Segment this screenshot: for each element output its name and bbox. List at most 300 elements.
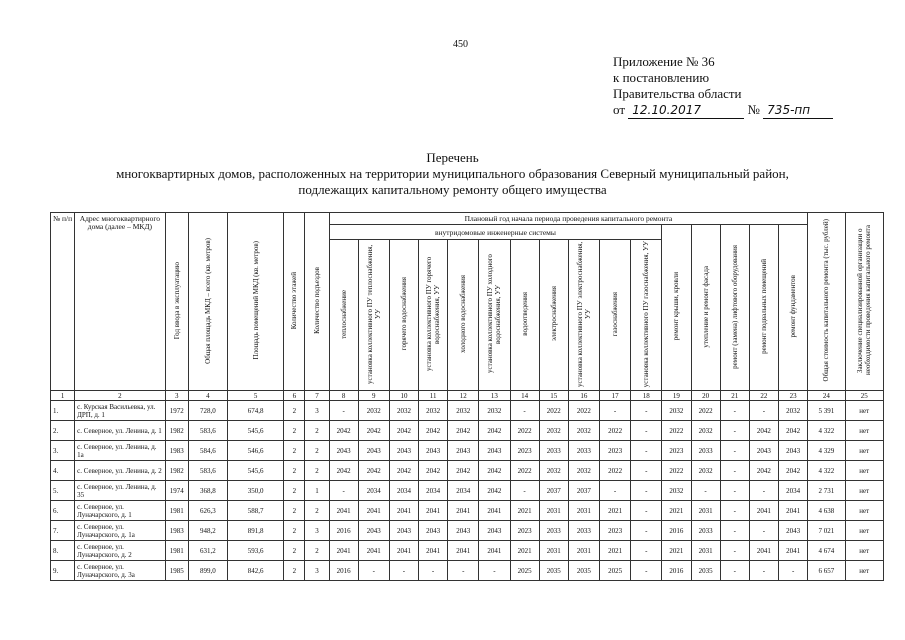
- header-premises-area: Площадь помещений МКД (кв. метров): [227, 213, 283, 391]
- column-number: 15: [539, 391, 568, 401]
- table-cell: 1983: [165, 441, 188, 461]
- table-cell: 1972: [165, 401, 188, 421]
- header-cold-water-meter: установка коллективного ПУ холодного водоснабжения, УУ: [479, 240, 510, 391]
- table-cell: 583,6: [188, 421, 227, 441]
- table-cell: 2022: [568, 401, 599, 421]
- table-cell: 2023: [510, 521, 539, 541]
- table-cell: 2023: [600, 521, 631, 541]
- column-number: 22: [749, 391, 778, 401]
- table-cell: 2025: [600, 561, 631, 581]
- table-cell: 4.: [51, 461, 75, 481]
- table-cell: 2042: [358, 461, 389, 481]
- header-sewerage: водоотведения: [510, 240, 539, 391]
- table-cell: 2032: [539, 421, 568, 441]
- table-cell: 2037: [568, 481, 599, 501]
- table-cell: 2: [305, 421, 329, 441]
- table-cell: 2041: [419, 501, 448, 521]
- table-cell: -: [631, 501, 662, 521]
- header-cost: Общая стоимость капитального ремонта (тыс. рублей): [808, 213, 845, 391]
- header-hot-water-meter: установка коллективного ПУ горячего водоснабжения, УУ: [419, 240, 448, 391]
- title-line: Перечень: [426, 150, 479, 165]
- table-cell: 2031: [568, 541, 599, 561]
- column-number: 4: [188, 391, 227, 401]
- table-cell: -: [631, 521, 662, 541]
- address-cell: с. Северное, ул. Луначарского, д. 2: [75, 541, 166, 561]
- table-cell: 5.: [51, 481, 75, 501]
- header-gas: газоснабжения: [600, 240, 631, 391]
- table-cell: 2021: [510, 541, 539, 561]
- table-cell: 6.: [51, 501, 75, 521]
- table-cell: 4 322: [808, 421, 845, 441]
- table-cell: 545,6: [227, 421, 283, 441]
- table-cell: 2016: [662, 521, 691, 541]
- table-cell: 2034: [358, 481, 389, 501]
- table-cell: -: [720, 481, 749, 501]
- table-cell: 8.: [51, 541, 75, 561]
- table-cell: 5 391: [808, 401, 845, 421]
- table-cell: 2043: [358, 441, 389, 461]
- address-cell: с. Северное, ул. Ленина, д. 1: [75, 421, 166, 441]
- table-cell: 2043: [448, 521, 479, 541]
- header-elevator: ремонт (замена) лифтового оборудования: [720, 225, 749, 391]
- table-cell: 2032: [419, 401, 448, 421]
- table-cell: -: [631, 561, 662, 581]
- column-number: 21: [720, 391, 749, 401]
- appendix-line: к постановлению: [613, 70, 710, 85]
- table-cell: 2041: [329, 541, 358, 561]
- table-cell: 2041: [358, 541, 389, 561]
- number-prefix: №: [747, 102, 760, 117]
- address-cell: с. Северное, ул. Ленина, д. 2: [75, 461, 166, 481]
- table-cell: 1.: [51, 401, 75, 421]
- table-cell: 2042: [389, 421, 418, 441]
- table-cell: нет: [845, 521, 884, 541]
- table-cell: нет: [845, 541, 884, 561]
- table-cell: нет: [845, 401, 884, 421]
- column-number-row: [51, 391, 884, 401]
- table-cell: 2.: [51, 421, 75, 441]
- table-cell: 2042: [419, 461, 448, 481]
- header-conclusion: Заключение специализированной организации о необходимости проведения капитального ремонта: [845, 213, 884, 391]
- table-cell: 1974: [165, 481, 188, 501]
- header-total-area: Общая площадь МКД – всего (кв. метров): [188, 213, 227, 391]
- table-cell: 2041: [749, 541, 778, 561]
- houses-table: [50, 212, 884, 581]
- table-cell: 2: [284, 461, 305, 481]
- column-number: 14: [510, 391, 539, 401]
- table-cell: -: [448, 561, 479, 581]
- date-prefix: от: [613, 102, 626, 117]
- table-cell: 2: [284, 421, 305, 441]
- table-row: [51, 501, 884, 521]
- table-cell: 2041: [778, 501, 807, 521]
- table-cell: 583,6: [188, 461, 227, 481]
- column-number: 1: [51, 391, 75, 401]
- table-cell: 2016: [662, 561, 691, 581]
- table-cell: 2: [284, 541, 305, 561]
- table-cell: 1982: [165, 461, 188, 481]
- table-cell: 2041: [419, 541, 448, 561]
- header-floors: Количество этажей: [284, 213, 305, 391]
- column-number: 18: [631, 391, 662, 401]
- table-cell: 2042: [479, 461, 510, 481]
- table-cell: 2042: [329, 421, 358, 441]
- table-row: [51, 401, 884, 421]
- table-cell: 2042: [448, 421, 479, 441]
- column-number: 17: [600, 391, 631, 401]
- table-cell: 2032: [662, 481, 691, 501]
- table-cell: 1981: [165, 541, 188, 561]
- table-cell: 2022: [600, 421, 631, 441]
- table-cell: 2032: [448, 401, 479, 421]
- table-cell: 2043: [419, 441, 448, 461]
- table-cell: 2032: [358, 401, 389, 421]
- table-cell: 4 638: [808, 501, 845, 521]
- table-cell: -: [720, 461, 749, 481]
- handwritten-date: 12.10.2017: [628, 102, 744, 119]
- header-index: № п/п: [51, 213, 75, 391]
- table-cell: 2032: [389, 401, 418, 421]
- appendix-line: Правительства области: [613, 86, 742, 101]
- table-cell: 2041: [389, 541, 418, 561]
- table-cell: 2042: [778, 421, 807, 441]
- table-cell: 2043: [448, 441, 479, 461]
- header-facade: утепление и ремонт фасада: [691, 225, 720, 391]
- address-cell: с. Северное, ул. Ленина, д. 35: [75, 481, 166, 501]
- address-cell: с. Северное, ул. Луначарского, д. 1а: [75, 521, 166, 541]
- header-roof: ремонт крыши, кровли: [662, 225, 691, 391]
- header-heat-meter: установка коллективного ПУ теплоснабжения, УУ: [358, 240, 389, 391]
- table-cell: 584,6: [188, 441, 227, 461]
- table-cell: 9.: [51, 561, 75, 581]
- table-cell: 2021: [600, 541, 631, 561]
- table-cell: 2034: [419, 481, 448, 501]
- appendix-date-line: [613, 102, 833, 119]
- appendix-line: Приложение № 36: [613, 54, 715, 69]
- column-number: 3: [165, 391, 188, 401]
- table-cell: 2025: [510, 561, 539, 581]
- table-cell: 2034: [448, 481, 479, 501]
- address-cell: с. Северное, ул. Ленина, д. 1а: [75, 441, 166, 461]
- table-cell: 2023: [600, 441, 631, 461]
- table-cell: 2023: [510, 441, 539, 461]
- table-row: [51, 441, 884, 461]
- table-cell: 4 674: [808, 541, 845, 561]
- table-cell: 842,6: [227, 561, 283, 581]
- table-cell: 2031: [691, 501, 720, 521]
- column-number: 20: [691, 391, 720, 401]
- table-cell: 2041: [448, 501, 479, 521]
- table-cell: 2041: [389, 501, 418, 521]
- table-cell: -: [749, 401, 778, 421]
- table-cell: -: [631, 401, 662, 421]
- table-cell: -: [600, 481, 631, 501]
- table-cell: 2033: [691, 521, 720, 541]
- table-cell: 2022: [691, 401, 720, 421]
- table-cell: 4 329: [808, 441, 845, 461]
- table-cell: нет: [845, 501, 884, 521]
- title-line: подлежащих капитальному ремонту общего имущества: [298, 182, 607, 197]
- column-number: 10: [389, 391, 418, 401]
- column-number: 16: [568, 391, 599, 401]
- column-number: 9: [358, 391, 389, 401]
- title-line: многоквартирных домов, расположенных на территории муниципального образования Северный муниципальный район,: [116, 166, 789, 181]
- table-cell: 2033: [691, 441, 720, 461]
- table-cell: -: [631, 461, 662, 481]
- header-entrances: Количество подъездов: [305, 213, 329, 391]
- table-cell: 3.: [51, 441, 75, 461]
- table-cell: 2023: [662, 441, 691, 461]
- table-cell: 2: [284, 561, 305, 581]
- table-cell: 2022: [510, 421, 539, 441]
- header-gas-meter: установка коллективного ПУ газоснабжения, УУ: [631, 240, 662, 391]
- table-cell: 2035: [568, 561, 599, 581]
- table-cell: 4 322: [808, 461, 845, 481]
- table-cell: 2041: [749, 501, 778, 521]
- table-cell: 2022: [600, 461, 631, 481]
- table-cell: 2022: [539, 401, 568, 421]
- header-electricity: электроснабжения: [539, 240, 568, 391]
- table-cell: 3: [305, 521, 329, 541]
- table-cell: нет: [845, 441, 884, 461]
- table-cell: 3: [305, 561, 329, 581]
- table-cell: -: [720, 541, 749, 561]
- table-row: [51, 541, 884, 561]
- table-cell: нет: [845, 481, 884, 501]
- table-cell: нет: [845, 421, 884, 441]
- table-cell: -: [510, 401, 539, 421]
- address-cell: с. Курская Васильевка, ул. ДРП, д. 1: [75, 401, 166, 421]
- table-cell: 2034: [389, 481, 418, 501]
- table-cell: 350,0: [227, 481, 283, 501]
- table-cell: 2042: [479, 421, 510, 441]
- table-cell: -: [329, 401, 358, 421]
- table-cell: 2033: [568, 521, 599, 541]
- table-cell: 2042: [329, 461, 358, 481]
- table-cell: 2021: [662, 501, 691, 521]
- table-cell: -: [749, 561, 778, 581]
- table-cell: 2041: [479, 541, 510, 561]
- table-cell: 545,6: [227, 461, 283, 481]
- table-cell: 2042: [749, 461, 778, 481]
- table-cell: 2022: [510, 461, 539, 481]
- table-cell: 1983: [165, 521, 188, 541]
- column-number: 25: [845, 391, 884, 401]
- table-cell: 2016: [329, 521, 358, 541]
- header-hot-water: горячего водоснабжения: [389, 240, 418, 391]
- table-cell: -: [720, 561, 749, 581]
- table-cell: 2043: [479, 441, 510, 461]
- table-cell: 2031: [568, 501, 599, 521]
- table-cell: 7 021: [808, 521, 845, 541]
- table-cell: 2042: [358, 421, 389, 441]
- table-cell: 626,3: [188, 501, 227, 521]
- table-cell: 2: [305, 441, 329, 461]
- handwritten-number: 735-пп: [763, 102, 833, 119]
- table-cell: 728,0: [188, 401, 227, 421]
- header-cold-water: холодного водоснабжения: [448, 240, 479, 391]
- table-cell: -: [691, 481, 720, 501]
- table-cell: 546,6: [227, 441, 283, 461]
- table-cell: 2031: [539, 541, 568, 561]
- table-cell: 3: [305, 401, 329, 421]
- table-row: [51, 461, 884, 481]
- table-cell: 2043: [358, 521, 389, 541]
- table-cell: -: [419, 561, 448, 581]
- header-electricity-meter: установка коллективного ПУ электроснабжения, УУ: [568, 240, 599, 391]
- table-body: [51, 391, 884, 581]
- table-cell: 2: [284, 501, 305, 521]
- table-cell: 2 731: [808, 481, 845, 501]
- table-cell: 631,2: [188, 541, 227, 561]
- table-cell: 2032: [691, 421, 720, 441]
- table-cell: 2: [305, 541, 329, 561]
- table-cell: 2042: [479, 481, 510, 501]
- table-cell: -: [510, 481, 539, 501]
- table-cell: -: [358, 561, 389, 581]
- table-cell: 1981: [165, 501, 188, 521]
- table-cell: -: [720, 501, 749, 521]
- table-cell: 2: [305, 501, 329, 521]
- table-row: [51, 481, 884, 501]
- table-cell: 2: [305, 461, 329, 481]
- page-number: 450: [453, 39, 468, 50]
- table-cell: 2022: [662, 421, 691, 441]
- table-row: [51, 421, 884, 441]
- table-cell: 7.: [51, 521, 75, 541]
- table-cell: 2043: [419, 521, 448, 541]
- table-cell: 2043: [389, 441, 418, 461]
- table-cell: 1985: [165, 561, 188, 581]
- header-foundation: ремонт фундаментов: [778, 225, 807, 391]
- table-cell: 2035: [691, 561, 720, 581]
- table-cell: 2042: [419, 421, 448, 441]
- table-cell: -: [749, 521, 778, 541]
- table-cell: 2035: [539, 561, 568, 581]
- table-cell: 6 657: [808, 561, 845, 581]
- column-number: 8: [329, 391, 358, 401]
- table-cell: -: [600, 401, 631, 421]
- table-cell: 2043: [778, 441, 807, 461]
- table-cell: -: [720, 521, 749, 541]
- table-cell: -: [389, 561, 418, 581]
- address-cell: с. Северное, ул. Луначарского, д. 1: [75, 501, 166, 521]
- table-cell: 2043: [389, 521, 418, 541]
- table-cell: 2032: [568, 461, 599, 481]
- table-cell: 2043: [749, 441, 778, 461]
- table-cell: 2: [284, 521, 305, 541]
- table-cell: -: [778, 561, 807, 581]
- header-year: Год ввода в эксплуатацию: [165, 213, 188, 391]
- table-cell: нет: [845, 461, 884, 481]
- table-cell: -: [720, 401, 749, 421]
- header-planned-year: Плановый год начала периода проведения капитального ремонта: [329, 213, 808, 225]
- header-engineering-systems: внутридомовые инженерные системы: [329, 225, 662, 240]
- table-cell: 2032: [778, 401, 807, 421]
- table-cell: 2031: [691, 541, 720, 561]
- table-cell: 2037: [539, 481, 568, 501]
- column-number: 5: [227, 391, 283, 401]
- table-cell: 1982: [165, 421, 188, 441]
- table-cell: -: [479, 561, 510, 581]
- table-cell: 2022: [662, 461, 691, 481]
- table-cell: 2: [284, 401, 305, 421]
- table-cell: 2032: [662, 401, 691, 421]
- table-cell: нет: [845, 561, 884, 581]
- table-cell: 2042: [778, 461, 807, 481]
- column-number: 23: [778, 391, 807, 401]
- table-cell: 2: [284, 441, 305, 461]
- header-heat: теплоснабжение: [329, 240, 358, 391]
- column-number: 19: [662, 391, 691, 401]
- table-cell: 368,8: [188, 481, 227, 501]
- table-cell: 899,0: [188, 561, 227, 581]
- table-cell: 2016: [329, 561, 358, 581]
- table-cell: -: [631, 441, 662, 461]
- table-cell: 2032: [568, 421, 599, 441]
- table-cell: 1: [305, 481, 329, 501]
- table-cell: -: [720, 441, 749, 461]
- header-address: Адрес многоквартирного дома (далее – МКД): [75, 213, 166, 391]
- table-cell: 2021: [600, 501, 631, 521]
- table-cell: 2033: [568, 441, 599, 461]
- table-cell: 2041: [479, 501, 510, 521]
- table-cell: 2042: [749, 421, 778, 441]
- column-number: 11: [419, 391, 448, 401]
- table-cell: 2043: [778, 521, 807, 541]
- table-cell: -: [749, 481, 778, 501]
- column-number: 24: [808, 391, 845, 401]
- table-cell: -: [631, 421, 662, 441]
- table-cell: 891,8: [227, 521, 283, 541]
- document-title: [0, 150, 905, 198]
- address-cell: с. Северное, ул. Луначарского, д. 3а: [75, 561, 166, 581]
- table-cell: 674,8: [227, 401, 283, 421]
- table-cell: 2021: [510, 501, 539, 521]
- table-cell: 2043: [479, 521, 510, 541]
- table-cell: 2043: [329, 441, 358, 461]
- table-cell: 948,2: [188, 521, 227, 541]
- table-cell: 2034: [778, 481, 807, 501]
- table-cell: 2031: [539, 501, 568, 521]
- table-cell: 2: [284, 481, 305, 501]
- table-cell: 2032: [539, 461, 568, 481]
- table-cell: 2042: [448, 461, 479, 481]
- column-number: 6: [284, 391, 305, 401]
- table-cell: 2041: [778, 541, 807, 561]
- table-cell: 2033: [539, 441, 568, 461]
- table-cell: -: [329, 481, 358, 501]
- appendix-block: [613, 54, 833, 119]
- table-cell: 593,6: [227, 541, 283, 561]
- table-cell: -: [631, 541, 662, 561]
- table-cell: 2041: [329, 501, 358, 521]
- column-number: 12: [448, 391, 479, 401]
- table-cell: 2042: [389, 461, 418, 481]
- header-basement: ремонт подвальных помещений: [749, 225, 778, 391]
- column-number: 2: [75, 391, 166, 401]
- table-row: [51, 521, 884, 541]
- column-number: 13: [479, 391, 510, 401]
- table-cell: 2032: [691, 461, 720, 481]
- table-row: [51, 561, 884, 581]
- table-cell: 2041: [358, 501, 389, 521]
- table-cell: 2021: [662, 541, 691, 561]
- table-cell: 2033: [539, 521, 568, 541]
- table-cell: 588,7: [227, 501, 283, 521]
- table-cell: 2041: [448, 541, 479, 561]
- table-cell: -: [631, 481, 662, 501]
